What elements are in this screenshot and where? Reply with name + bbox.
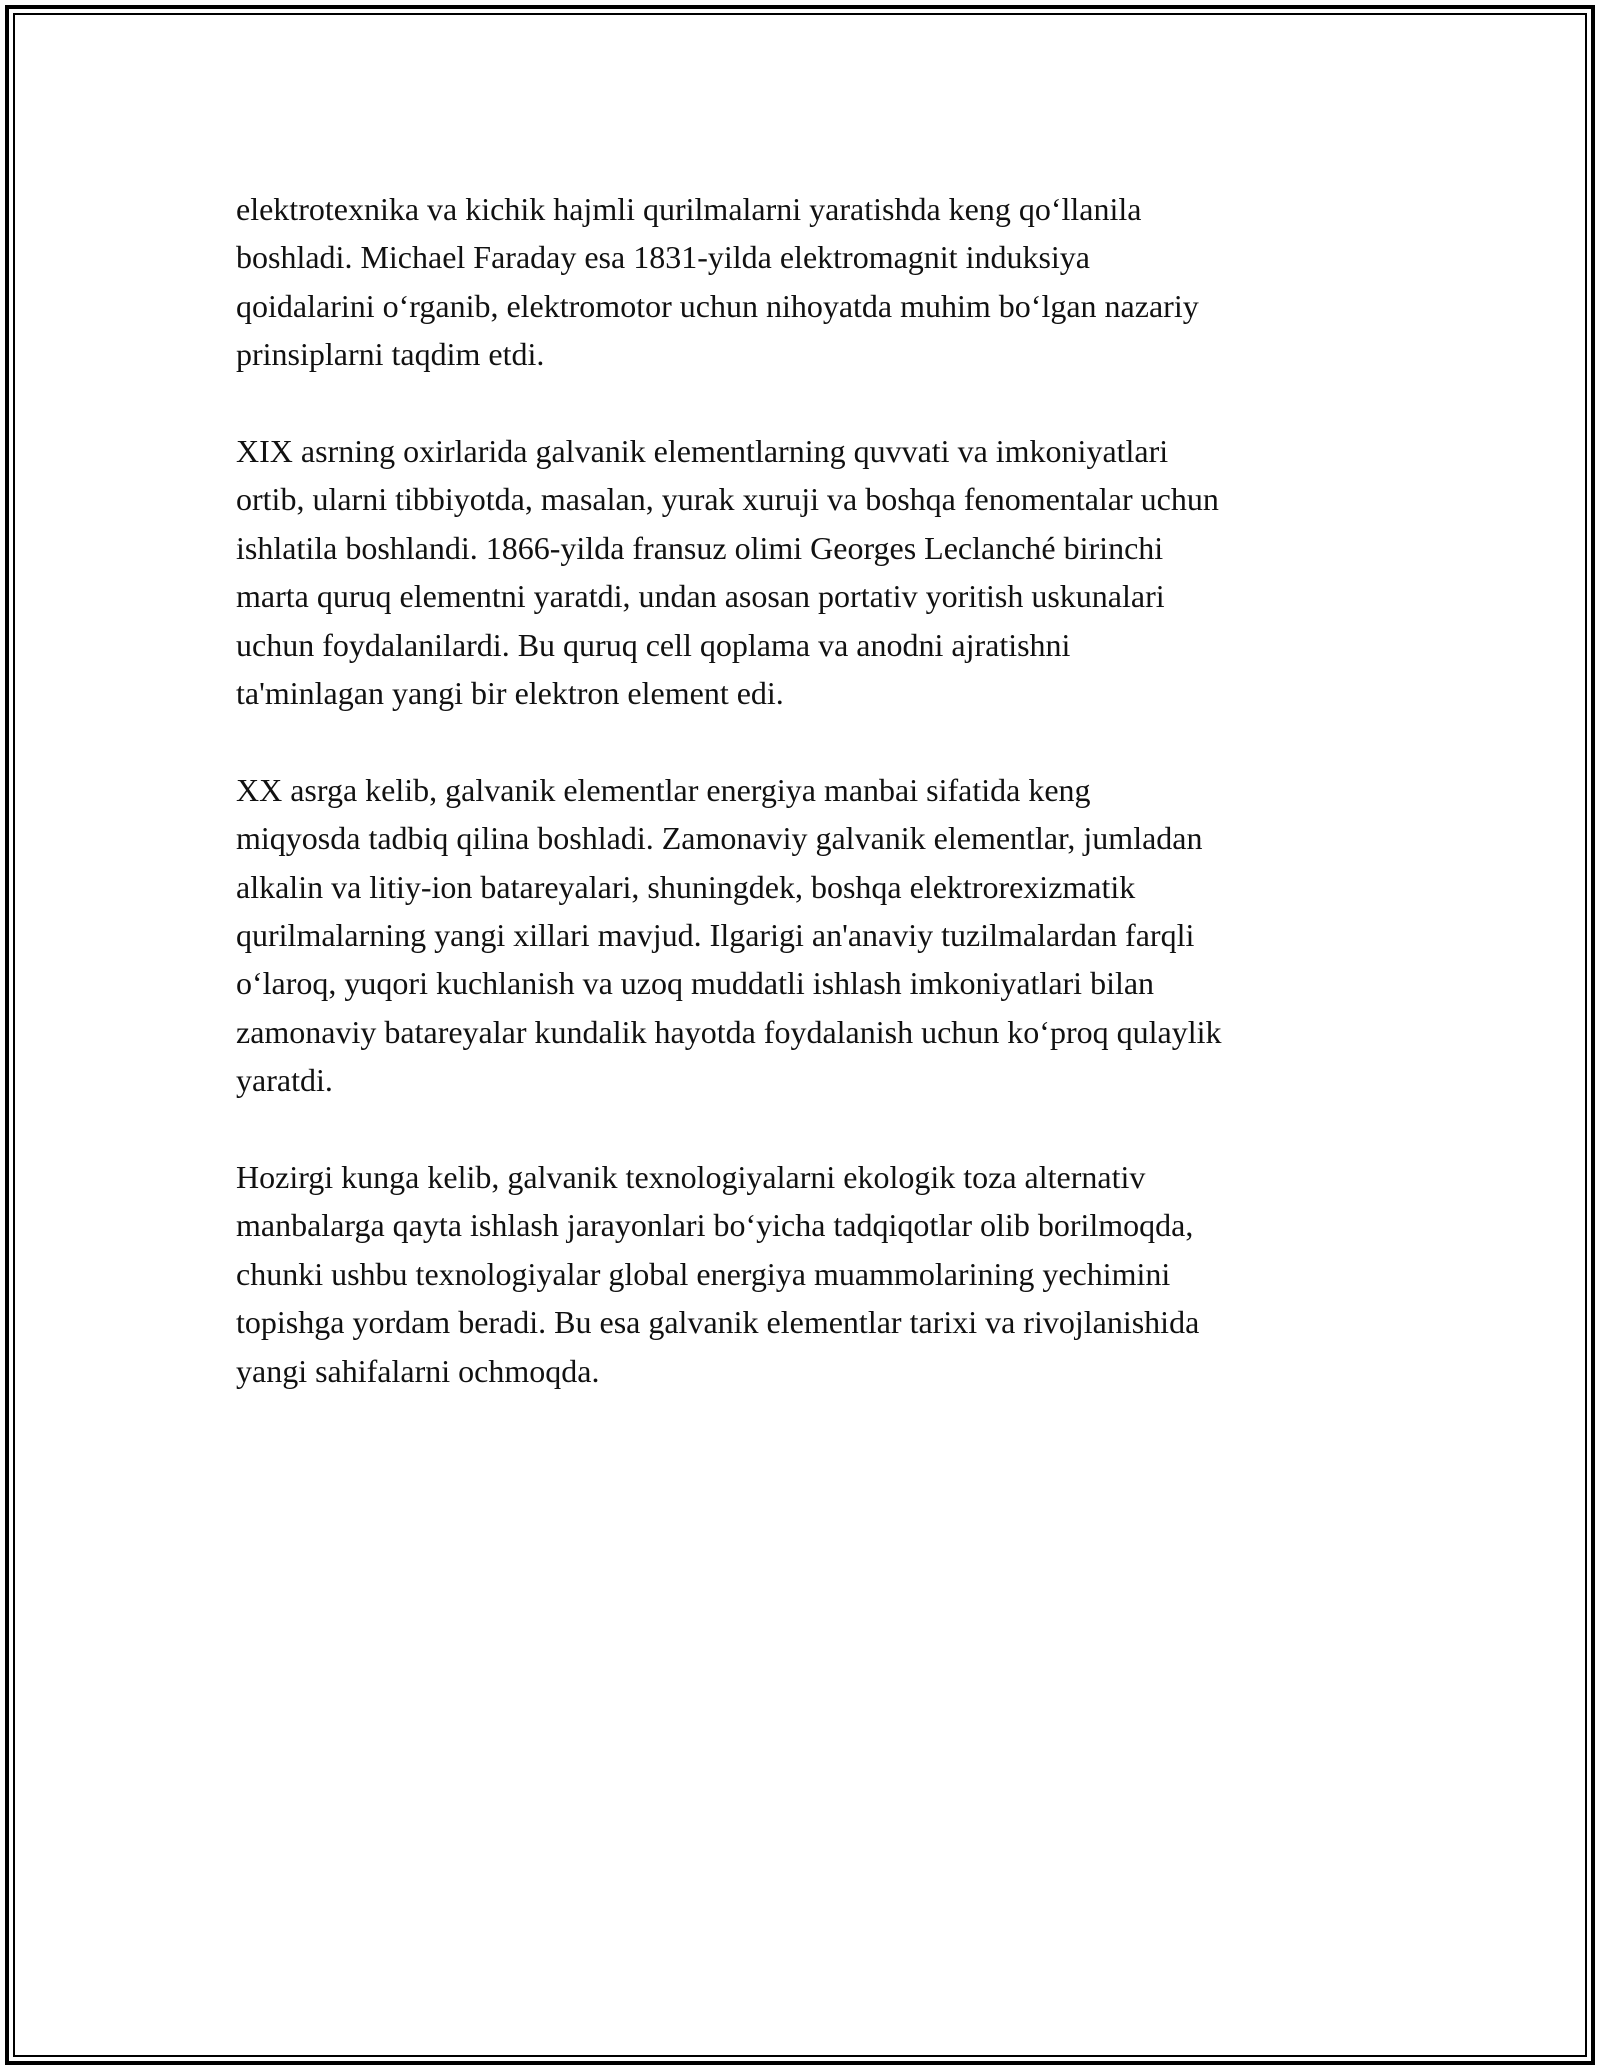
paragraph-1: elektrotexnika va kichik hajmli qurilmalarni yaratishda keng qo‘llanila boshladi. Michael Faraday esa 1831-yilda elektromagnit induksiya qoidalarini o‘rganib, elektromotor uchun nihoyatda muhim bo‘lgan nazariy prinsiplarni taqdim etdi. [236, 191, 1199, 373]
paragraph-2: XIX asrning oxirlarida galvanik elementlarning quvvati va imkoniyatlari ortib, ularni tibbiyotda, masalan, yurak xuruji va boshqa fenomentalar uchun ishlatila boshlandi. 1866-yilda fransuz olimi Georges Leclanché birinchi marta quruq elementni yaratdi, undan asosan portativ yoritish uskunalari uchun foydalanilardi. Bu quruq cell qoplama va anodni ajratishni ta'minlagan yangi bir elektron element edi. [236, 433, 1219, 712]
paragraph-3: XX asrga kelib, galvanik elementlar energiya manbai sifatida keng miqyosda tadbiq qilina boshladi. Zamonaviy galvanik elementlar, jumladan alkalin va litiy-ion batareyalari, shuningdek, boshqa elektrorexizmatik qurilmalarning yangi xillari mavjud. Ilgarigi an'anaviy tuzilmalardan farqli o‘laroq, yuqori kuchlanish va uzoq muddatli ishlash imkoniyatlari bilan zamonaviy batareyalar kundalik hayotda foydalanish uchun ko‘proq qulaylik yaratdi. [236, 771, 1222, 1099]
paragraph-4: Hozirgi kunga kelib, galvanik texnologiyalarni ekologik toza alternativ manbalarga qayta ishlash jarayonlari bo‘yicha tadqiqotlar olib borilmoqda, chunki ushbu texnologiyalar global energiya muammolarining yechimini topishga yordam beradi. Bu esa galvanik elementlar tarixi va rivojlanishida yangi sahifalarni ochmoqda. [236, 1159, 1200, 1389]
document-body [236, 185, 1386, 1444]
